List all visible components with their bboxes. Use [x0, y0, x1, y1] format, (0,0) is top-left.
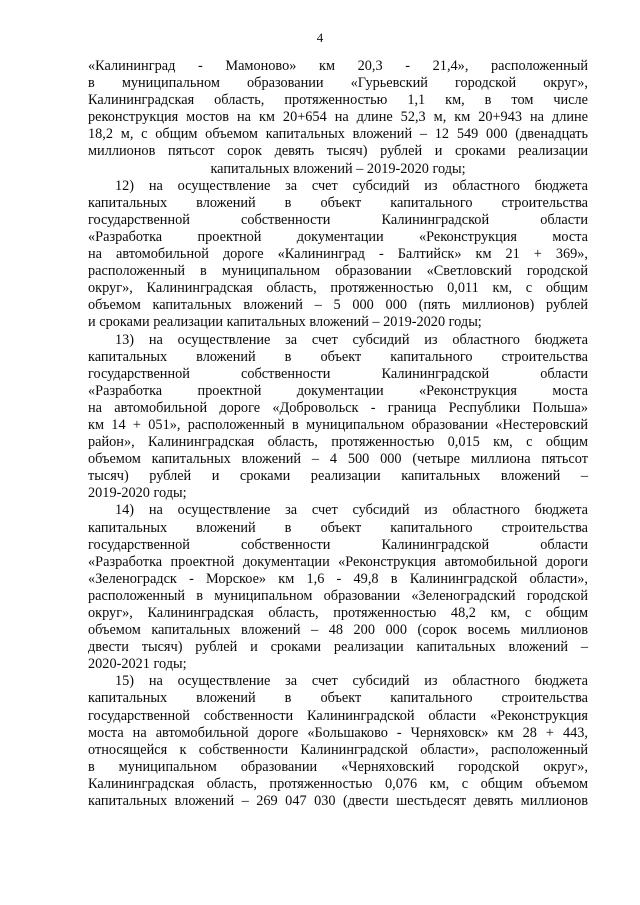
text-line: капитальных вложений в объект капитального строительства	[88, 690, 588, 707]
text-line: двести тысяч) рублей и сроками реализации капитальных вложений –	[88, 639, 588, 656]
text-line: округ», Калининградская область, протяженностью 48,2 км, с общим	[88, 605, 588, 621]
page-number: 4	[316, 30, 324, 45]
text-line: капитальных вложений в объект капитального строительства	[88, 348, 588, 365]
text-line: «Разработка проектной документации «Реконструкция автомобильной дороги	[88, 553, 588, 570]
text-line: государственной собственности Калининградской области	[88, 211, 588, 228]
text-line: расположенный в муниципальном образовании «Зеленоградский городской	[88, 587, 588, 604]
text-line: Калининградская область, протяженностью 1,1 км, в том числе	[88, 92, 588, 109]
text-line: «Зеленоградск - Морское» км 1,6 - 49,8 в Калининградской области»,	[88, 570, 588, 587]
text-line: капитальных вложений – 269 047 030 (двести шестьдесят девять миллионов	[88, 793, 588, 810]
text-line: «Калининград - Мамоново» км 20,3 - 21,4», расположенный	[88, 58, 588, 74]
text-line: относящейся к собственности Калининградской области», расположенный	[88, 741, 588, 758]
text-line: в муниципальном образовании «Гурьевский городской округ»,	[88, 75, 588, 92]
text-line: объемом капитальных вложений – 5 000 000 (пять миллионов) рублей	[88, 297, 588, 314]
text-line: объемом капитальных вложений – 4 500 000 (четыре миллиона пятьсот	[88, 451, 588, 468]
text-line: объемом капитальных вложений – 48 200 000 (сорок восемь миллионов	[88, 622, 588, 639]
text-line: государственной собственности Калининградской области	[88, 365, 588, 382]
text-line: округ», Калининградская область, протяженностью 0,011 км, с общим	[88, 280, 588, 297]
text-line: км 14 + 051», расположенный в муниципальном образовании «Нестеровский	[88, 416, 588, 433]
text-line: государственной собственности Калининградской области «Реконструкция	[88, 707, 588, 724]
text-line: капитальных вложений в объект капитального строительства	[88, 519, 588, 536]
text-line: на автомобильной дороге «Калининград - Балтийск» км 21 + 369»,	[88, 246, 588, 263]
document-body	[88, 58, 588, 810]
text-line: 18,2 м, с общим объемом капитальных вложений – 12 549 000 (двенадцать	[88, 126, 588, 143]
text-line: Калининградская область, протяженностью 0,076 км, с общим объемом	[88, 775, 588, 792]
text-line: «Разработка проектной документации «Реконструкция моста	[88, 382, 588, 399]
text-line: 13) на осуществление за счет субсидий из областного бюджета	[115, 331, 588, 348]
text-line: капитальных вложений в объект капитального строительства	[88, 194, 588, 211]
text-line: расположенный в муниципальном образовании «Светловский городской	[88, 263, 588, 280]
text-line: реконструкция мостов на км 20+654 на длине 52,3 м, км 20+943 на длине	[88, 109, 588, 126]
text-line: на автомобильной дороге «Добровольск - граница Республики Польша»	[88, 399, 588, 416]
text-line: «Разработка проектной документации «Реконструкция моста	[88, 228, 588, 245]
text-line: миллионов пятьсот сорок девять тысяч) рублей и сроками реализации	[88, 143, 588, 160]
text-line: 2019-2020 годы;	[88, 485, 187, 502]
text-line: 14) на осуществление за счет субсидий из областного бюджета	[115, 502, 588, 519]
text-line: тысяч) рублей и сроками реализации капитальных вложений –	[88, 468, 588, 485]
text-line: и сроками реализации капитальных вложений – 2019-2020 годы;	[88, 314, 482, 331]
text-line: 12) на осуществление за счет субсидий из областного бюджета	[115, 177, 588, 194]
text-line: 15) на осуществление за счет субсидий из областного бюджета	[115, 673, 588, 690]
text-line: государственной собственности Калининградской области	[88, 536, 588, 553]
text-line: моста на автомобильной дороге «Большаково - Черняховск» км 28 + 443,	[88, 724, 588, 741]
text-line: район», Калининградская область, протяженностью 0,015 км, с общим	[88, 434, 588, 451]
text-line: капитальных вложений – 2019-2020 годы;	[210, 160, 466, 177]
text-line: 2020-2021 годы;	[88, 656, 187, 673]
text-line: в муниципальном образовании «Черняховский городской округ»,	[88, 758, 588, 775]
